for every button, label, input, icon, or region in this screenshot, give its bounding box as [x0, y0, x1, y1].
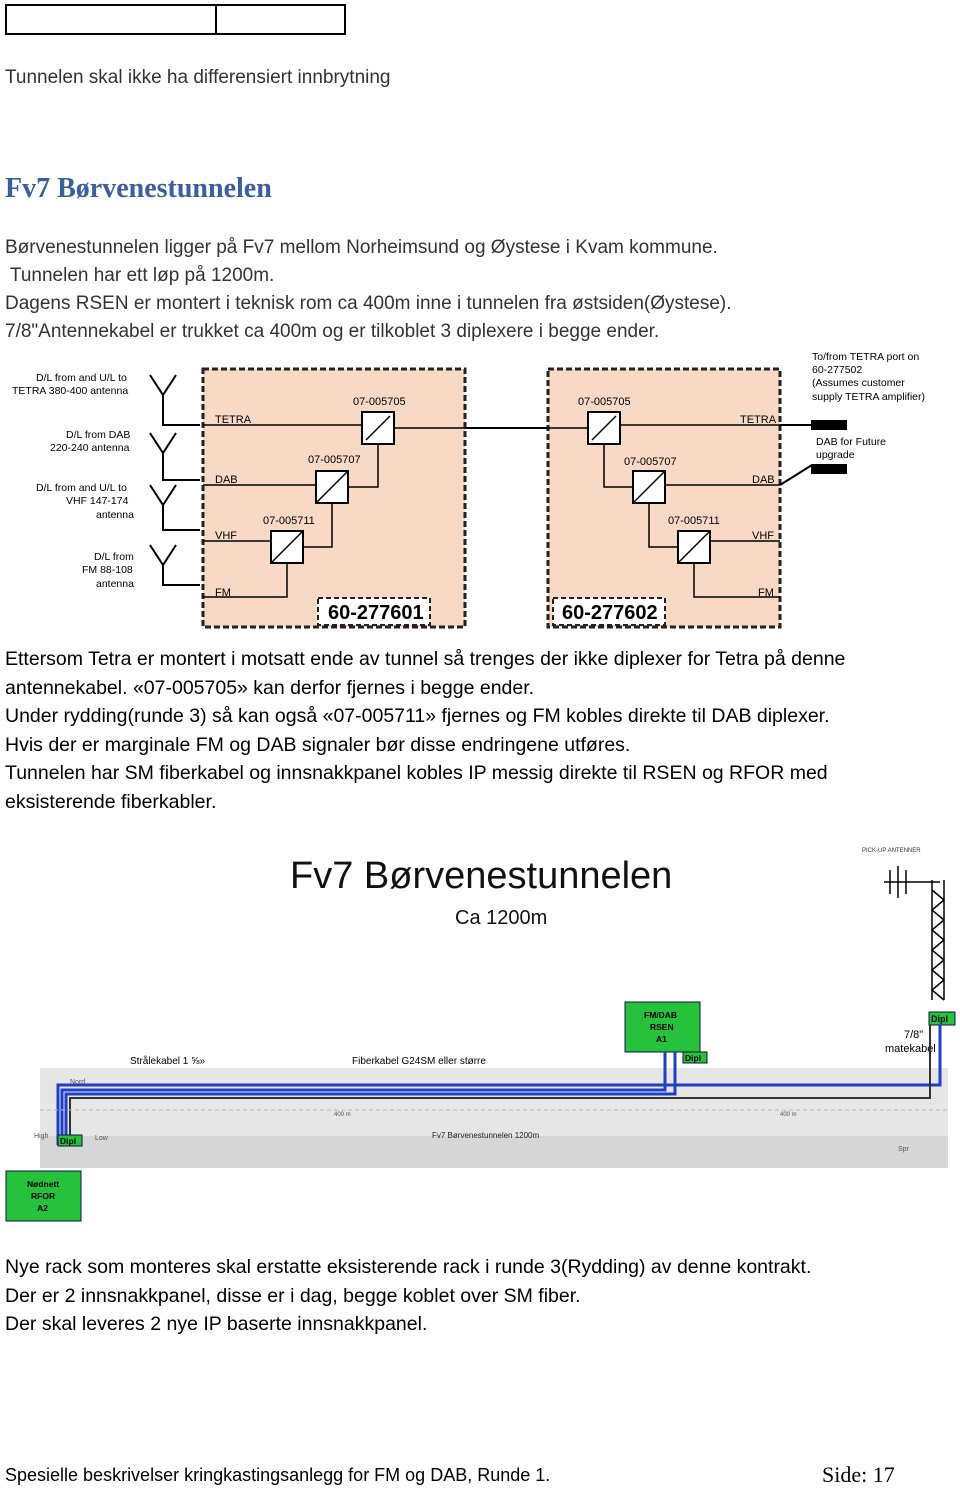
unit-right — [548, 369, 780, 627]
nord-label: Nord — [70, 1079, 86, 1086]
tunnel-diagram — [0, 840, 960, 1230]
band-label-fm-left: FM — [215, 587, 231, 599]
unit-left — [203, 369, 465, 627]
rsen-label-1: FM/DAB — [644, 1010, 678, 1020]
diplexer-diagram — [0, 345, 960, 635]
tetra-port-label-3: (Assumes customer — [812, 377, 905, 389]
low-label: Low — [95, 1135, 108, 1142]
tunnel-road-lower — [40, 1136, 948, 1168]
paragraph2 — [5, 645, 845, 816]
paragraph3 — [5, 1253, 811, 1339]
pickup-antenna-label: PICK-UP ANTENNER — [862, 848, 921, 854]
distance-400-left: 400 m — [334, 1112, 351, 1118]
tetra-port-label-4: supply TETRA amplifier) — [812, 391, 926, 403]
part-711-right: 07-005711 — [668, 515, 720, 527]
band-label-dab-left: DAB — [215, 474, 238, 486]
band-label-tetra-left: TETRA — [215, 414, 252, 426]
section-title: Fv7 Børvenestunnelen — [5, 173, 272, 204]
distance-400-right: 400 m — [780, 1112, 797, 1118]
dab-future-label-1: DAB for Future — [816, 436, 887, 448]
left-label-4a: D/L from — [94, 551, 134, 563]
dab-future-label-2: upgrade — [816, 449, 855, 461]
left-label-1a: D/L from and U/L to — [36, 372, 127, 384]
header-table-divider — [215, 6, 217, 33]
part-711-left: 07-005711 — [263, 515, 315, 527]
left-label-3b: VHF 147-174 — [66, 495, 129, 507]
left-antenna-labels — [12, 372, 134, 590]
dipl-label-right: Dipl — [931, 1014, 948, 1024]
band-label-dab-right: DAB — [752, 474, 775, 486]
left-label-4c: antenna — [96, 578, 134, 590]
band-label-vhf-right: VHF — [752, 530, 774, 542]
band-label-vhf-left: VHF — [215, 530, 237, 542]
paragraph1-line4: 7/8"Antennekabel er trukket ca 400m og er tilkoblet 3 diplexere i begge ender. — [5, 321, 660, 342]
rsen-label-2: RSEN — [650, 1022, 674, 1032]
tunnel-diagram-title: Fv7 Børvenestunnelen — [290, 855, 673, 897]
paragraph1-line1: Børvenestunnelen ligger på Fv7 mellom Norheimsund og Øystese i Kvam kommune. — [5, 237, 718, 258]
paragraph2-line5: Tunnelen har SM fiberkabel og innsnakkpanel kobles IP messig direkte til RSEN og RFOR med — [5, 762, 828, 784]
part-707-right: 07-005707 — [624, 456, 677, 468]
dipl-label-left: Dipl — [60, 1136, 77, 1146]
spr-label: Spr — [898, 1146, 909, 1153]
left-label-3a: D/L from and U/L to — [36, 482, 127, 494]
tunnel-diagram-subtitle: Ca 1200m — [455, 907, 548, 929]
left-label-1b: TETRA 380-400 antenna — [12, 385, 129, 397]
header-table — [5, 4, 346, 35]
antenna-icon-vhf — [150, 485, 200, 530]
intro-line: Tunnelen skal ikke ha differensiert innbrytning — [5, 67, 391, 88]
high-label: High — [34, 1133, 49, 1140]
unit-id-left: 60-277601 — [328, 602, 424, 624]
part-705-right: 07-005705 — [578, 396, 631, 408]
dipl-label-rsen: Dipl — [685, 1053, 702, 1063]
band-label-tetra-right: TETRA — [740, 414, 777, 426]
paragraph3-line3: Der skal leveres 2 nye IP baserte innsnakkpanel. — [5, 1313, 428, 1335]
rfor-label-3: A2 — [37, 1203, 48, 1213]
paragraph2-line1: Ettersom Tetra er montert i motsatt ende av tunnel så trenges der ikke diplexer for Tetra på denne — [5, 648, 846, 670]
tetra-port-label-1: To/from TETRA port on — [812, 351, 920, 363]
left-label-2b: 220-240 antenna — [50, 442, 130, 454]
paragraph2-line3: Under rydding(runde 3) så kan også «07-005711» fjernes og FM kobles direkte til DAB diplexer. — [5, 705, 830, 727]
antenna-icon-dab — [150, 433, 200, 480]
band-label-fm-right: FM — [758, 587, 774, 599]
left-label-3c: antenna — [96, 509, 134, 521]
paragraph3-line2: Der er 2 innsnakkpanel, disse er i dag, begge koblet over SM fiber. — [5, 1284, 581, 1307]
left-label-2a: D/L from DAB — [66, 429, 131, 441]
tetra-port-label-2: 60-277502 — [812, 364, 863, 376]
matekabel-label-2: matekabel — [885, 1043, 936, 1055]
part-707-left: 07-005707 — [308, 454, 361, 466]
paragraph2-line6: eksisterende fiberkabler. — [5, 790, 217, 813]
rsen-label-3: A1 — [656, 1034, 667, 1044]
footer-title: Spesielle beskrivelser kringkastingsanlegg for FM og DAB, Runde 1. — [5, 1465, 551, 1485]
tunnel-road-upper — [40, 1068, 948, 1138]
tunnel-length-label: Fv7 Børvenestunnelen 1200m — [432, 1131, 540, 1140]
paragraph1-line2: Tunnelen har ett løp på 1200m. — [5, 265, 275, 286]
straalekabel-label: Strålekabel 1 ⅝» — [130, 1056, 206, 1067]
part-705-left: 07-005705 — [353, 396, 406, 408]
antenna-icon-fm — [150, 545, 200, 585]
pickup-antenna-icon — [884, 866, 944, 1000]
page-number: Side: 17 — [822, 1462, 895, 1487]
left-label-4b: FM 88-108 — [82, 564, 133, 576]
fiberkabel-label: Fiberkabel G24SM eller større — [352, 1056, 486, 1067]
antenna-symbols — [150, 375, 200, 585]
paragraph2-line4: Hvis der er marginale FM og DAB signaler bør disse endringene utføres. — [5, 733, 631, 756]
matekabel-label-1: 7/8" — [904, 1029, 924, 1041]
rfor-label-1: Nødnett — [27, 1179, 60, 1189]
unit-id-right: 60-277602 — [562, 602, 658, 624]
antenna-icon-tetra — [150, 375, 200, 425]
paragraph3-line1: Nye rack som monteres skal erstatte eksisterende rack i runde 3(Rydding) av denne kontrakt. — [5, 1256, 812, 1278]
paragraph1-line3: Dagens RSEN er montert i teknisk rom ca 400m inne i tunnelen fra østsiden(Øystese). — [5, 293, 732, 314]
rfor-label-2: RFOR — [31, 1191, 56, 1201]
paragraph2-line2: antennekabel. «07-005705» kan derfor fjernes i begge ender. — [5, 676, 535, 699]
right-side-labels — [812, 351, 925, 461]
